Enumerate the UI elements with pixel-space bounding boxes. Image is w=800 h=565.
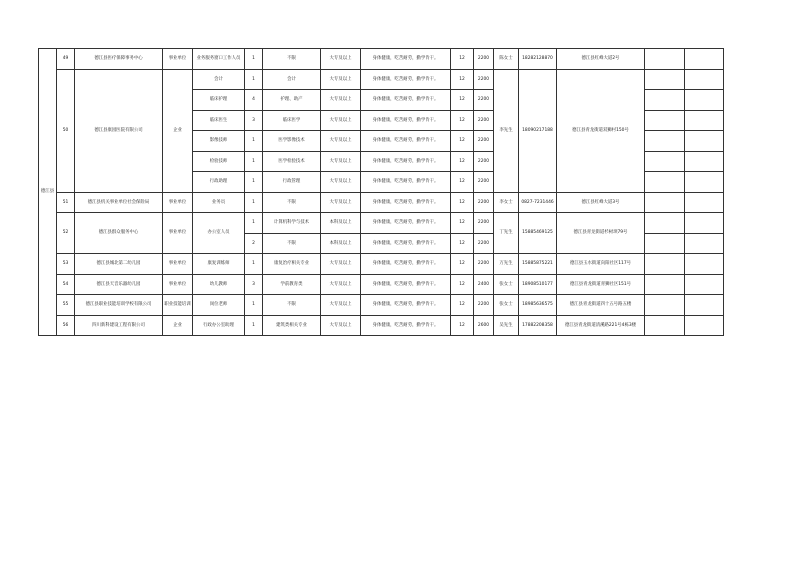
salary-cell: 2200 bbox=[474, 213, 494, 234]
contact-cell: 丁先生 bbox=[494, 213, 519, 254]
empty-cell bbox=[645, 274, 685, 295]
salary-cell: 2200 bbox=[474, 49, 494, 70]
empty-cell bbox=[685, 151, 724, 172]
period-cell: 12 bbox=[451, 151, 474, 172]
salary-cell: 2200 bbox=[474, 90, 494, 111]
headcount-cell: 3 bbox=[245, 274, 263, 295]
headcount-cell: 3 bbox=[245, 110, 263, 131]
empty-cell bbox=[645, 90, 685, 111]
table-row bbox=[39, 213, 724, 234]
contact-cell: 张女士 bbox=[494, 295, 519, 316]
contact-cell: 李女士 bbox=[494, 192, 519, 213]
requirement-cell: 身体健康，吃苦耐劳，勤学肯干。 bbox=[361, 90, 451, 111]
post-name-cell: 岗位老师 bbox=[193, 295, 245, 316]
post-name-cell: 业务服务窗口工作人员 bbox=[193, 49, 245, 70]
salary-cell: 2200 bbox=[474, 131, 494, 152]
post-name-cell: 行政助理 bbox=[193, 172, 245, 193]
requirement-cell: 身体健康，吃苦耐劳，勤学肯干。 bbox=[361, 192, 451, 213]
unit-nature-cell: 企业 bbox=[163, 69, 193, 192]
unit-nature-cell: 事业单位 bbox=[163, 192, 193, 213]
education-cell: 大专及以上 bbox=[321, 49, 361, 70]
empty-cell bbox=[645, 151, 685, 172]
seq-cell: 51 bbox=[57, 192, 75, 213]
table-row bbox=[39, 192, 724, 213]
major-cell: 学前教育类 bbox=[263, 274, 321, 295]
requirement-cell: 身体健康，吃苦耐劳，勤学肯干。 bbox=[361, 69, 451, 90]
post-name-cell: 行政办公室助理 bbox=[193, 315, 245, 336]
headcount-cell: 1 bbox=[245, 69, 263, 90]
phone-cell: 15885469125 bbox=[519, 213, 557, 254]
requirement-cell: 身体健康，吃苦耐劳，勤学肯干。 bbox=[361, 315, 451, 336]
major-cell: 医学检验技术 bbox=[263, 151, 321, 172]
salary-cell: 2200 bbox=[474, 192, 494, 213]
education-cell: 大专及以上 bbox=[321, 69, 361, 90]
address-cell: 德江县青龙街道双狮村150号 bbox=[557, 69, 645, 192]
education-cell: 大专及以上 bbox=[321, 131, 361, 152]
empty-cell bbox=[685, 295, 724, 316]
headcount-cell: 1 bbox=[245, 131, 263, 152]
empty-cell bbox=[685, 254, 724, 275]
period-cell: 12 bbox=[451, 315, 474, 336]
address-cell: 德江县玉水街道向阳社区117号 bbox=[557, 254, 645, 275]
headcount-cell: 1 bbox=[245, 254, 263, 275]
education-cell: 大专及以上 bbox=[321, 315, 361, 336]
requirement-cell: 身体健康，吃苦耐劳，勤学肯干。 bbox=[361, 172, 451, 193]
requirement-cell: 身体健康，吃苦耐劳，勤学肯干。 bbox=[361, 274, 451, 295]
job-table bbox=[38, 48, 724, 336]
education-cell: 大专及以上 bbox=[321, 172, 361, 193]
contact-cell: 万先生 bbox=[494, 254, 519, 275]
phone-cell: 17882208358 bbox=[519, 315, 557, 336]
post-name-cell: 业务员 bbox=[193, 192, 245, 213]
contact-cell: 陈女士 bbox=[494, 49, 519, 70]
empty-cell bbox=[685, 110, 724, 131]
address-cell: 德江县青龙街道清溪路221号4栋3楼 bbox=[557, 315, 645, 336]
period-cell: 12 bbox=[451, 213, 474, 234]
salary-cell: 2200 bbox=[474, 172, 494, 193]
table-row bbox=[39, 315, 724, 336]
county-cell: 德江县 bbox=[39, 49, 57, 336]
salary-cell: 2200 bbox=[474, 233, 494, 254]
empty-cell bbox=[645, 213, 685, 234]
period-cell: 12 bbox=[451, 90, 474, 111]
table-row bbox=[39, 49, 724, 70]
major-cell: 行政管理 bbox=[263, 172, 321, 193]
education-cell: 大专及以上 bbox=[321, 192, 361, 213]
table-row bbox=[39, 274, 724, 295]
headcount-cell: 1 bbox=[245, 172, 263, 193]
seq-cell: 49 bbox=[57, 49, 75, 70]
period-cell: 12 bbox=[451, 295, 474, 316]
contact-cell: 李先生 bbox=[494, 69, 519, 192]
requirement-cell: 身体健康，吃苦耐劳，勤学肯干。 bbox=[361, 213, 451, 234]
period-cell: 12 bbox=[451, 49, 474, 70]
seq-cell: 55 bbox=[57, 295, 75, 316]
empty-cell bbox=[645, 110, 685, 131]
phone-cell: 0827-7231446 bbox=[519, 192, 557, 213]
major-cell: 康复治疗相关专业 bbox=[263, 254, 321, 275]
phone-cell: 18090217188 bbox=[519, 69, 557, 192]
address-cell: 德江县红峰大道2号 bbox=[557, 49, 645, 70]
requirement-cell: 身体健康，吃苦耐劳，勤学肯干。 bbox=[361, 131, 451, 152]
unit-nature-cell: 事业单位 bbox=[163, 213, 193, 254]
major-cell: 不限 bbox=[263, 49, 321, 70]
empty-cell bbox=[685, 233, 724, 254]
unit-name-cell: 德江县城北第二幼儿园 bbox=[75, 254, 163, 275]
seq-cell: 53 bbox=[57, 254, 75, 275]
salary-cell: 2200 bbox=[474, 254, 494, 275]
major-cell: 不限 bbox=[263, 233, 321, 254]
headcount-cell: 1 bbox=[245, 192, 263, 213]
empty-cell bbox=[685, 49, 724, 70]
headcount-cell: 1 bbox=[245, 49, 263, 70]
headcount-cell: 1 bbox=[245, 151, 263, 172]
empty-cell bbox=[645, 315, 685, 336]
empty-cell bbox=[645, 69, 685, 90]
unit-name-cell: 德江县群众服务中心 bbox=[75, 213, 163, 254]
empty-cell bbox=[645, 295, 685, 316]
period-cell: 12 bbox=[451, 69, 474, 90]
empty-cell bbox=[685, 213, 724, 234]
major-cell: 医学影像技术 bbox=[263, 131, 321, 152]
education-cell: 本科及以上 bbox=[321, 233, 361, 254]
salary-cell: 2200 bbox=[474, 69, 494, 90]
unit-nature-cell: 职业技能培训 bbox=[163, 295, 193, 316]
unit-nature-cell: 事业单位 bbox=[163, 254, 193, 275]
headcount-cell: 1 bbox=[245, 315, 263, 336]
contact-cell: 吴先生 bbox=[494, 315, 519, 336]
empty-cell bbox=[645, 254, 685, 275]
address-cell: 德江县红峰大道3号 bbox=[557, 192, 645, 213]
major-cell: 会计 bbox=[263, 69, 321, 90]
post-name-cell: 会计 bbox=[193, 69, 245, 90]
post-name-cell: 临床护理 bbox=[193, 90, 245, 111]
empty-cell bbox=[685, 172, 724, 193]
education-cell: 本科及以上 bbox=[321, 213, 361, 234]
period-cell: 12 bbox=[451, 131, 474, 152]
period-cell: 12 bbox=[451, 233, 474, 254]
seq-cell: 56 bbox=[57, 315, 75, 336]
empty-cell bbox=[645, 131, 685, 152]
requirement-cell: 身体健康，吃苦耐劳，勤学肯干。 bbox=[361, 110, 451, 131]
headcount-cell: 1 bbox=[245, 213, 263, 234]
unit-name-cell: 德江县天音乐器幼儿园 bbox=[75, 274, 163, 295]
unit-name-cell: 德江县康园医院有限公司 bbox=[75, 69, 163, 192]
phone-cell: 15885875221 bbox=[519, 254, 557, 275]
education-cell: 大专及以上 bbox=[321, 151, 361, 172]
education-cell: 大专及以上 bbox=[321, 254, 361, 275]
headcount-cell: 1 bbox=[245, 295, 263, 316]
requirement-cell: 身体健康，吃苦耐劳，勤学肯干。 bbox=[361, 49, 451, 70]
empty-cell bbox=[645, 233, 685, 254]
education-cell: 大专及以上 bbox=[321, 110, 361, 131]
major-cell: 不限 bbox=[263, 295, 321, 316]
salary-cell: 2200 bbox=[474, 295, 494, 316]
empty-cell bbox=[685, 192, 724, 213]
salary-cell: 2600 bbox=[474, 315, 494, 336]
period-cell: 12 bbox=[451, 110, 474, 131]
requirement-cell: 身体健康，吃苦耐劳，勤学肯干。 bbox=[361, 295, 451, 316]
salary-cell: 2200 bbox=[474, 110, 494, 131]
unit-name-cell: 德江县机关事业单位社会保险局 bbox=[75, 192, 163, 213]
unit-name-cell: 四川新科建设工程有限公司 bbox=[75, 315, 163, 336]
empty-cell bbox=[685, 315, 724, 336]
period-cell: 12 bbox=[451, 254, 474, 275]
salary-cell: 2400 bbox=[474, 274, 494, 295]
education-cell: 大专及以上 bbox=[321, 90, 361, 111]
contact-cell: 张女士 bbox=[494, 274, 519, 295]
empty-cell bbox=[645, 49, 685, 70]
empty-cell bbox=[685, 69, 724, 90]
post-name-cell: 检验技师 bbox=[193, 151, 245, 172]
address-cell: 德江县青龙街道四十五号路五楼 bbox=[557, 295, 645, 316]
unit-nature-cell: 事业单位 bbox=[163, 274, 193, 295]
unit-nature-cell: 事业单位 bbox=[163, 49, 193, 70]
table-row bbox=[39, 69, 724, 90]
address-cell: 德江县青龙街道青狮社区151号 bbox=[557, 274, 645, 295]
phone-cell: 18908510177 bbox=[519, 274, 557, 295]
post-name-cell: 临床医生 bbox=[193, 110, 245, 131]
education-cell: 大专及以上 bbox=[321, 274, 361, 295]
education-cell: 大专及以上 bbox=[321, 295, 361, 316]
table-row bbox=[39, 295, 724, 316]
seq-cell: 52 bbox=[57, 213, 75, 254]
major-cell: 临床医学 bbox=[263, 110, 321, 131]
empty-cell bbox=[645, 192, 685, 213]
period-cell: 12 bbox=[451, 172, 474, 193]
major-cell: 护理、助产 bbox=[263, 90, 321, 111]
empty-cell bbox=[685, 131, 724, 152]
period-cell: 12 bbox=[451, 192, 474, 213]
phone-cell: 18985636575 bbox=[519, 295, 557, 316]
empty-cell bbox=[645, 172, 685, 193]
phone-cell: 18282128870 bbox=[519, 49, 557, 70]
period-cell: 12 bbox=[451, 274, 474, 295]
post-name-cell: 幼儿教师 bbox=[193, 274, 245, 295]
seq-cell: 50 bbox=[57, 69, 75, 192]
post-name-cell: 办公室人员 bbox=[193, 213, 245, 254]
seq-cell: 54 bbox=[57, 274, 75, 295]
major-cell: 建筑类相关专业 bbox=[263, 315, 321, 336]
unit-name-cell: 德江县医疗保障事务中心 bbox=[75, 49, 163, 70]
headcount-cell: 4 bbox=[245, 90, 263, 111]
unit-nature-cell: 企业 bbox=[163, 315, 193, 336]
table-row bbox=[39, 254, 724, 275]
empty-cell bbox=[685, 90, 724, 111]
major-cell: 不限 bbox=[263, 192, 321, 213]
headcount-cell: 2 bbox=[245, 233, 263, 254]
post-name-cell: 影像技师 bbox=[193, 131, 245, 152]
address-cell: 德江县青龙街道杉树坝79号 bbox=[557, 213, 645, 254]
salary-cell: 2200 bbox=[474, 151, 494, 172]
post-name-cell: 康复训练师 bbox=[193, 254, 245, 275]
unit-name-cell: 德江县职业技能培训学校有限公司 bbox=[75, 295, 163, 316]
requirement-cell: 身体健康，吃苦耐劳，勤学肯干。 bbox=[361, 254, 451, 275]
major-cell: 计算机科学与技术 bbox=[263, 213, 321, 234]
requirement-cell: 身体健康，吃苦耐劳，勤学肯干。 bbox=[361, 151, 451, 172]
requirement-cell: 身体健康，吃苦耐劳，勤学肯干。 bbox=[361, 233, 451, 254]
empty-cell bbox=[685, 274, 724, 295]
